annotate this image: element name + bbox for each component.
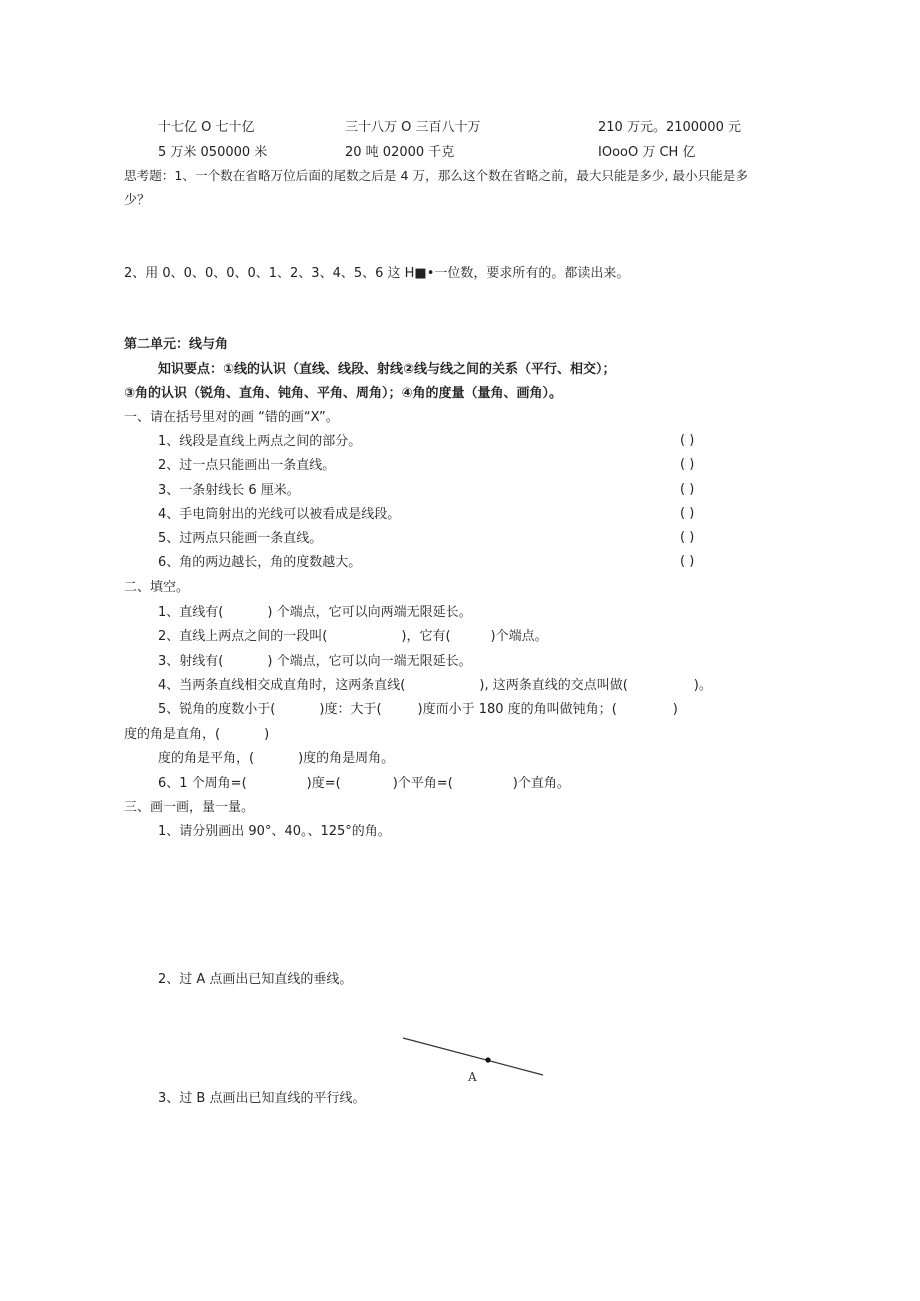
blank[interactable]: ( ): [322, 629, 407, 644]
judge-item: 1、线段是直线上两点之间的部分。: [158, 434, 362, 449]
blank[interactable]: ( ): [218, 654, 273, 669]
judge-item: 2、过一点只能画出一条直线。: [158, 458, 336, 473]
blank[interactable]: ( ): [447, 776, 518, 791]
blank[interactable]: ( ): [218, 605, 273, 620]
blank[interactable]: ( ): [241, 776, 312, 791]
compare-item: 三十八万 O 三百八十万: [345, 120, 481, 135]
judge-item: 5、过两点只能画一条直线。: [158, 531, 323, 546]
draw-question-3: 3、过 B 点画出已知直线的平行线。: [158, 1091, 366, 1106]
blank[interactable]: ( ): [376, 702, 423, 717]
answer-bracket[interactable]: ( ): [680, 433, 695, 448]
judge-item: 4、手电筒射出的光线可以被看成是线段。: [158, 507, 401, 522]
judge-item: 6、角的两边越长，角的度数越大。: [158, 555, 362, 570]
compare-item: 210 万元。2100000 元: [598, 120, 741, 135]
fill-question-5-cont: 度的角是直角，( ): [124, 727, 270, 742]
fill-question-1: 1、直线有( ) 个端点，它可以向两端无限延长。: [158, 605, 472, 620]
answer-bracket[interactable]: ( ): [680, 554, 695, 569]
section-heading-judge: 一、请在括号里对的画 “错的画“X”。: [124, 410, 339, 425]
blank[interactable]: ( ): [622, 678, 699, 693]
given-line-figure: [396, 1030, 556, 1090]
blank[interactable]: ( ): [215, 727, 270, 742]
fill-question-4: 4、当两条直线相交成直角时，这两条直线( ), 这两条直线的交点叫做( )。: [158, 678, 712, 693]
think-question-1: 思考题：1、一个数在省略万位后面的尾数之后是 4 万，那么这个数在省略之前，最大只能是多少, 最小只能是多: [124, 168, 748, 183]
think-question-2: 2、用 0、0、0、0、0、1、2、3、4、5、6 这 H■•一位数，要求所有的。都读出来。: [124, 266, 630, 281]
fill-question-2: 2、直线上两点之间的一段叫( )，它有( )个端点。: [158, 629, 548, 644]
blank[interactable]: ( ): [400, 678, 485, 693]
answer-bracket[interactable]: ( ): [680, 506, 695, 521]
judge-item: 3、一条射线长 6 厘米。: [158, 483, 300, 498]
think-question-1-cont: 少？: [124, 193, 151, 208]
draw-question-2: 2、过 A 点画出已知直线的垂线。: [158, 972, 353, 987]
section-heading-draw: 三、画一画，量一量。: [124, 800, 255, 815]
blank[interactable]: ( ): [270, 702, 325, 717]
fill-question-3: 3、射线有( ) 个端点，它可以向一端无限延长。: [158, 654, 472, 669]
answer-bracket[interactable]: ( ): [680, 482, 695, 497]
knowledge-points: 知识要点：①线的认识（直线、线段、射线②线与线之间的关系（平行、相交）；: [158, 362, 616, 377]
answer-bracket[interactable]: ( ): [680, 530, 695, 545]
fill-question-5-cont2: 度的角是平角，( )度的角是周角。: [158, 751, 395, 766]
compare-item: 20 吨 02000 千克: [345, 145, 455, 160]
blank[interactable]: ( ): [445, 629, 496, 644]
blank[interactable]: ( ): [249, 751, 304, 766]
answer-bracket[interactable]: ( ): [680, 457, 695, 472]
compare-item: 5 万米 050000 米: [158, 145, 268, 160]
fill-question-6: 6、1 个周角=( )度=( )个平角=( )个直角。: [158, 776, 570, 791]
point-a-label: A: [468, 1070, 477, 1084]
fill-question-5: 5、锐角的度数小于( )度：大于( )度而小于 180 度的角叫做钝角；( ): [158, 702, 678, 717]
draw-question-1: 1、请分别画出 90°、40。、125°的角。: [158, 824, 391, 839]
unit-title: 第二单元：线与角: [124, 337, 229, 352]
section-heading-fill: 二、填空。: [124, 580, 190, 595]
knowledge-points-cont: ③角的认识（锐角、直角、钝角、平角、周角）；④角的度量（量角、画角）。: [124, 386, 563, 401]
compare-item: IOooO 万 CH 亿: [598, 145, 696, 160]
blank[interactable]: ( ): [611, 702, 678, 717]
compare-item: 十七亿 O 七十亿: [158, 120, 255, 135]
blank[interactable]: ( ): [335, 776, 398, 791]
point-a: [485, 1057, 490, 1062]
